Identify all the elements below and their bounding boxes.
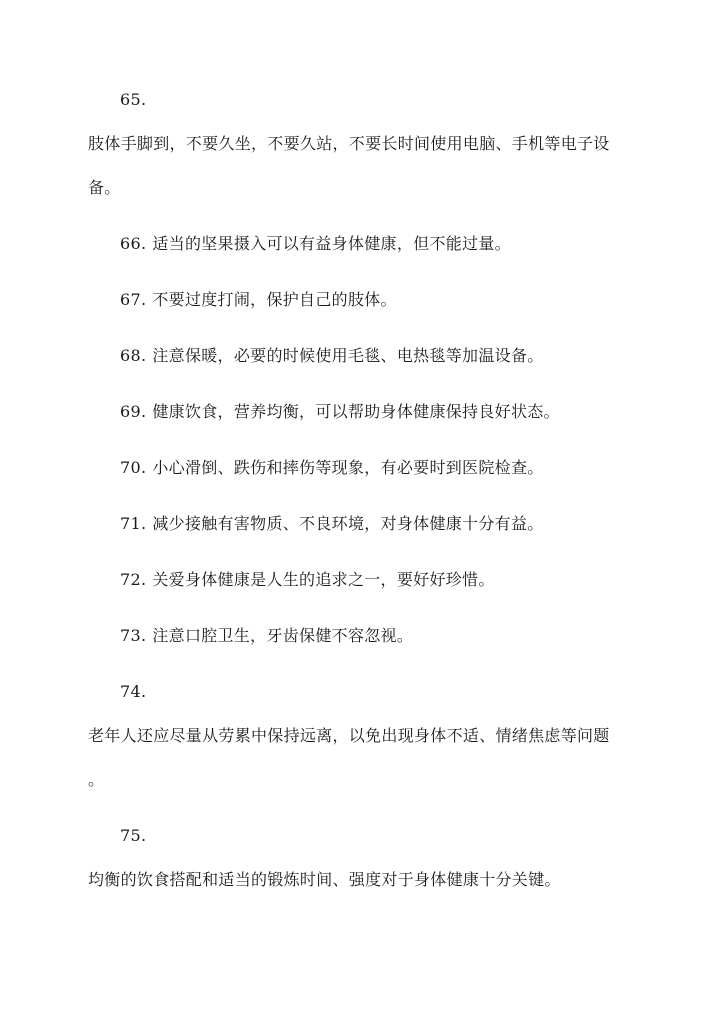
item-text: 肢体手脚到，不要久坐，不要久站，不要长时间使用电脑、手机等电子设 xyxy=(88,134,610,153)
item-text: 注意保暖，必要的时候使用毛毯、电热毯等加温设备。 xyxy=(152,346,544,365)
item-number: 68. xyxy=(120,346,147,365)
item-text: 健康饮食，营养均衡，可以帮助身体健康保持良好状态。 xyxy=(152,402,560,421)
item-number: 74. xyxy=(120,682,147,701)
item-number: 67. xyxy=(120,290,147,309)
item-text: 适当的坚果摄入可以有益身体健康，但不能过量。 xyxy=(152,234,511,253)
item-text: 不要过度打闹，保护自己的肢体。 xyxy=(152,290,397,309)
list-item xyxy=(120,402,560,422)
item-number: 65. xyxy=(120,90,147,109)
list-item xyxy=(120,514,544,534)
item-number: 69. xyxy=(120,402,147,421)
list-item xyxy=(120,570,495,590)
item-number: 72. xyxy=(120,570,147,589)
item-number: 73. xyxy=(120,626,147,645)
item-number: 70. xyxy=(120,458,147,477)
item-text: 减少接触有害物质、不良环境，对身体健康十分有益。 xyxy=(152,514,544,533)
item-text: 关爱身体健康是人生的追求之一，要好好珍惜。 xyxy=(152,570,495,589)
list-item xyxy=(120,458,544,478)
item-number: 75. xyxy=(120,826,147,845)
item-number: 71. xyxy=(120,514,147,533)
item-text: 老年人还应尽量从劳累中保持远离，以免出现身体不适、情绪焦虑等问题 xyxy=(88,726,610,745)
item-text: 小心滑倒、跌伤和摔伤等现象，有必要时到医院检查。 xyxy=(152,458,544,477)
item-text-continued: 备。 xyxy=(88,178,121,197)
item-number: 66. xyxy=(120,234,147,253)
list-item xyxy=(120,290,397,310)
item-text: 均衡的饮食搭配和适当的锻炼时间、强度对于身体健康十分关键。 xyxy=(88,870,561,889)
item-text-continued: 。 xyxy=(88,770,105,789)
list-item xyxy=(120,234,511,254)
list-item xyxy=(120,626,413,646)
list-item xyxy=(120,346,544,366)
item-text: 注意口腔卫生，牙齿保健不容忽视。 xyxy=(152,626,414,645)
